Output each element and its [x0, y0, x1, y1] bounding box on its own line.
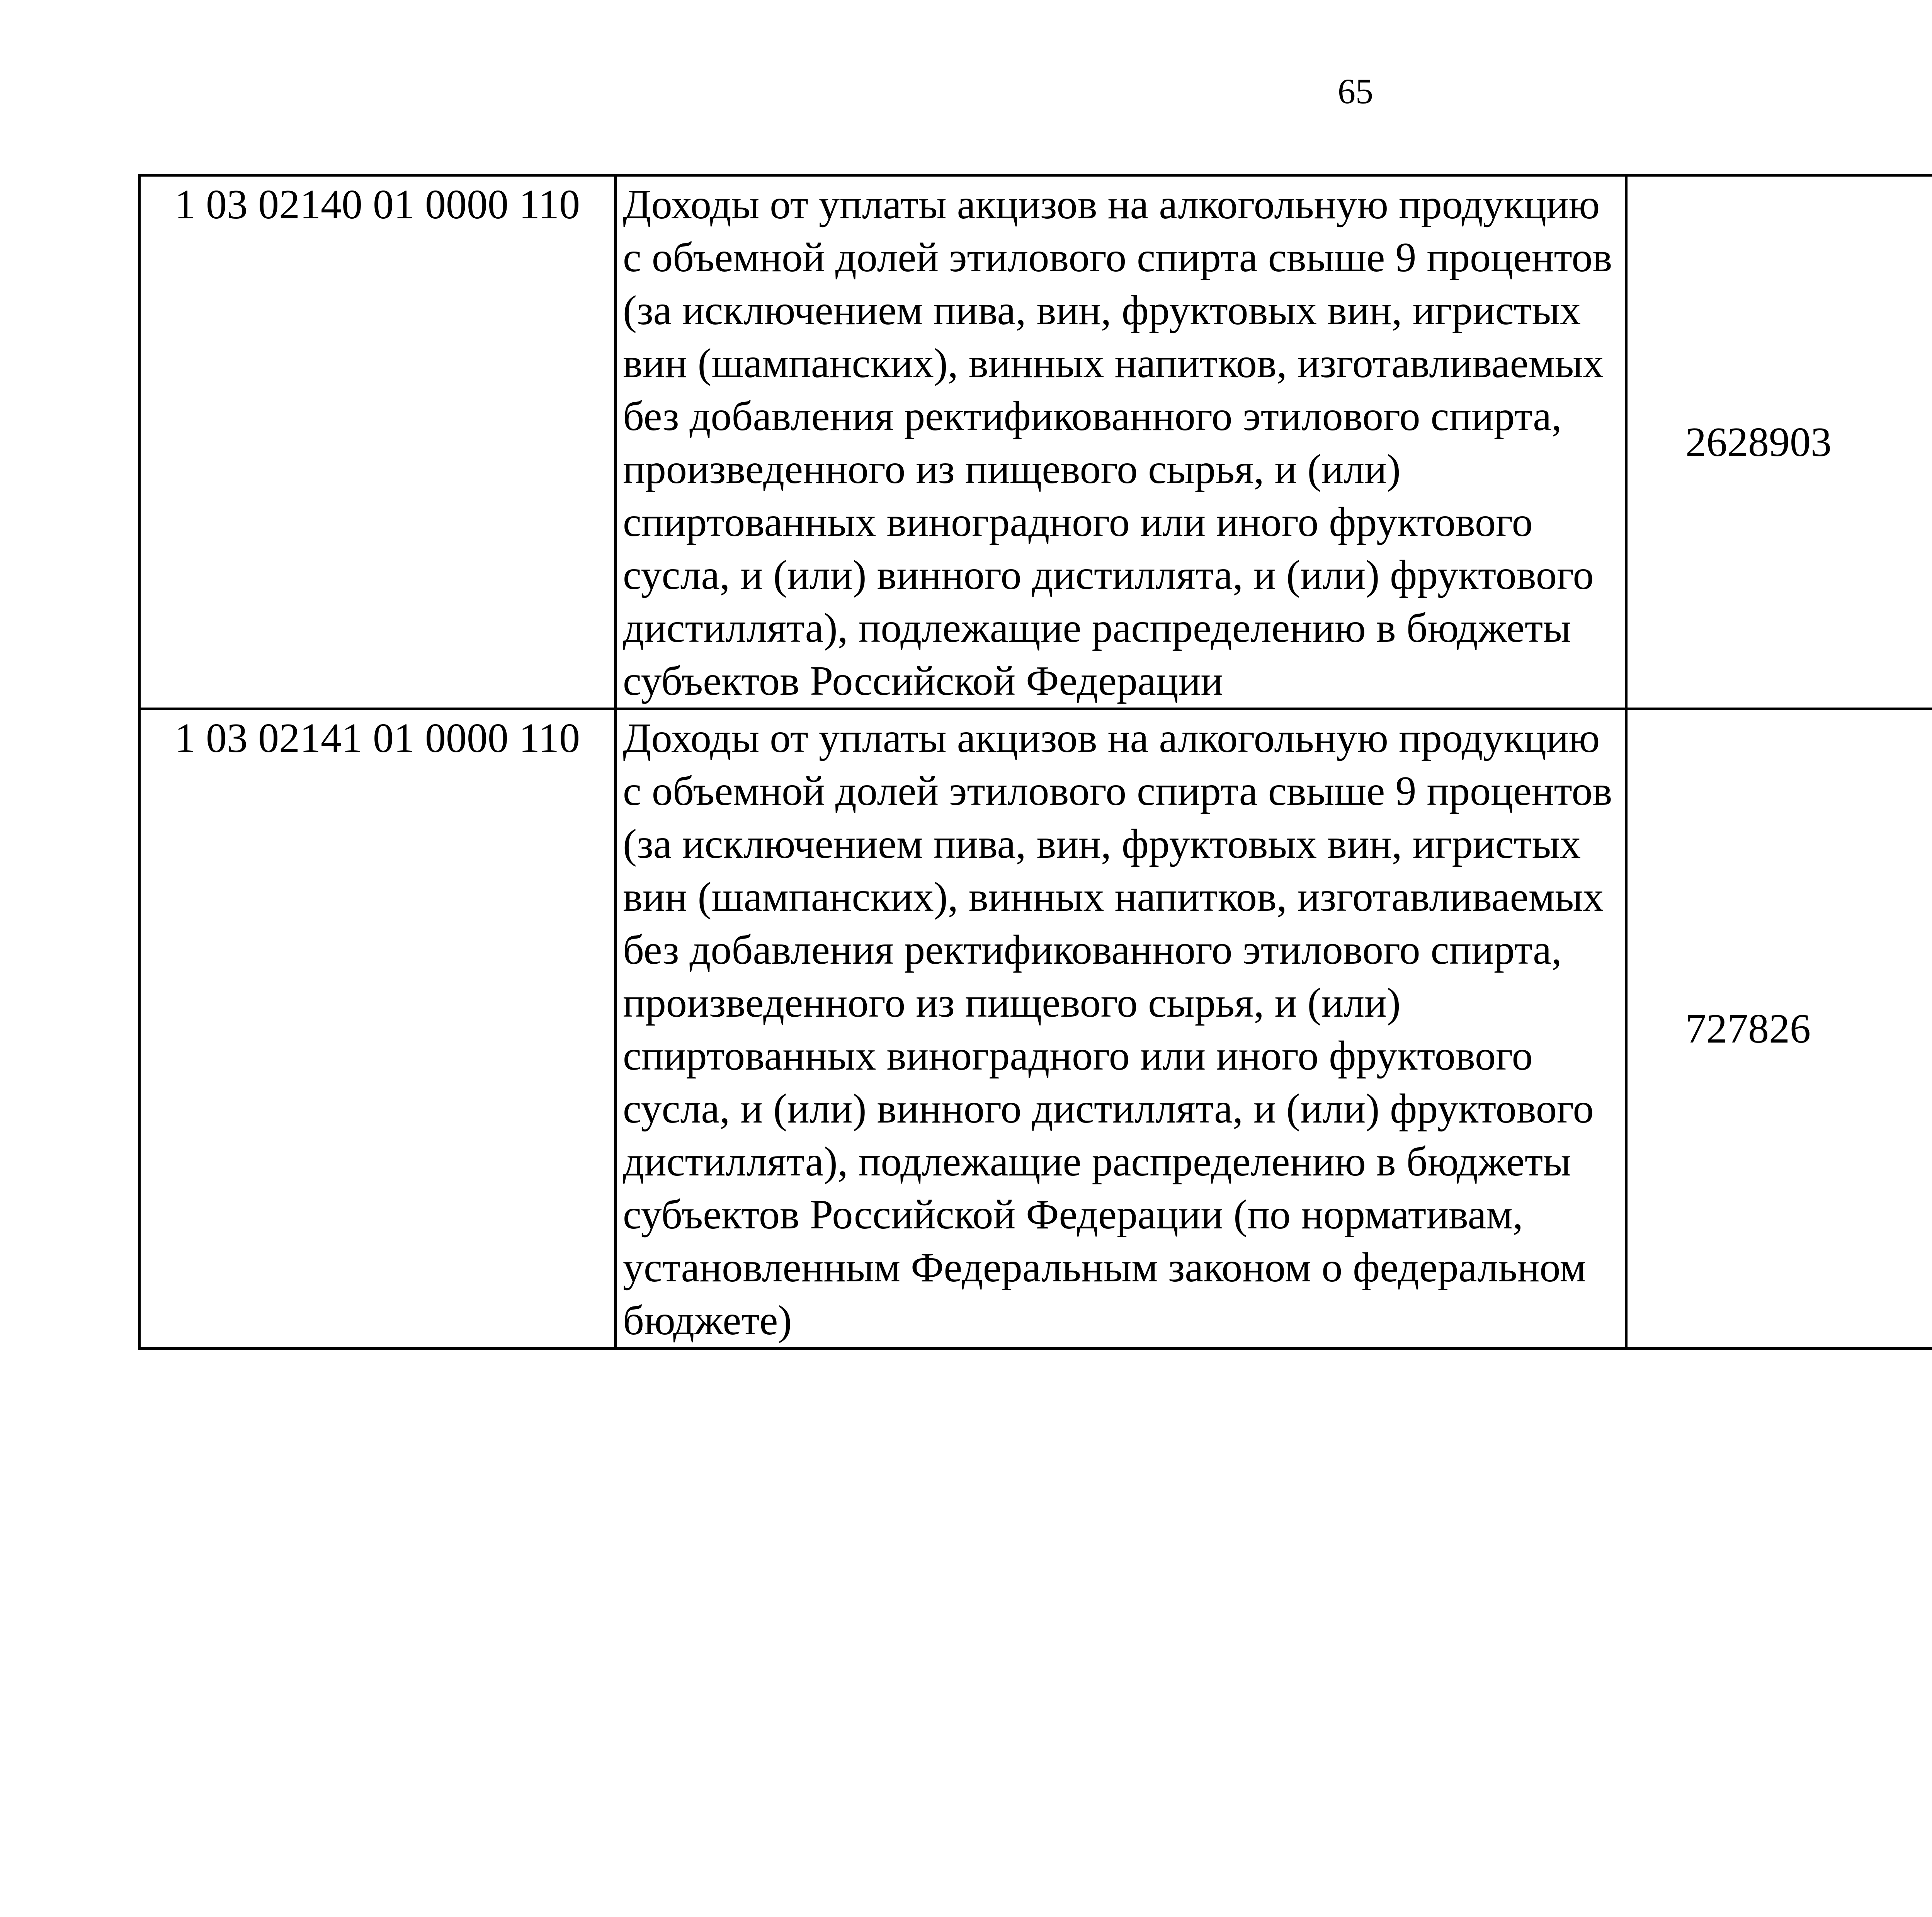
revenue-name-line: без добавления ректификованного этилового спирта, [623, 393, 1562, 439]
revenue-name-line: сусла, и (или) винного дистиллята, и (или) фруктового [623, 1086, 1594, 1132]
revenue-name-line: с объемной долей этилового спирта свыше 9 процентов [623, 235, 1612, 281]
revenue-name-line: сусла, и (или) винного дистиллята, и (или) фруктового [623, 552, 1594, 598]
budget-classification-code: 1 03 02141 01 0000 110 [139, 709, 616, 1349]
revenue-name-line: Доходы от уплаты акцизов на алкогольную продукцию [623, 715, 1600, 761]
revenue-name [616, 175, 1626, 709]
revenue-name-line: (за исключением пива, вин, фруктовых вин, игристых [623, 287, 1581, 333]
budget-revenue-table [138, 174, 1932, 1350]
revenue-name [616, 709, 1626, 1349]
revenue-name-line: вин (шампанских), винных напитков, изготавливаемых [623, 874, 1604, 920]
revenue-name-line: произведенного из пищевого сырья, и (или) [623, 446, 1401, 492]
revenue-name-line: дистиллята), подлежащие распределению в бюджеты [623, 1139, 1571, 1185]
revenue-name-line: спиртованных виноградного или иного фруктового [623, 499, 1533, 545]
revenue-name-line: с объемной долей этилового спирта свыше 9 процентов [623, 768, 1612, 814]
revenue-name-line: субъектов Российской Федерации [623, 658, 1223, 704]
revenue-name-line: субъектов Российской Федерации (по нормативам, [623, 1192, 1523, 1238]
revenue-name-line: (за исключением пива, вин, фруктовых вин, игристых [623, 821, 1581, 867]
revenue-name-line: установленным Федеральным законом о федеральном [623, 1245, 1586, 1291]
revenue-name-line: спиртованных виноградного или иного фруктового [623, 1033, 1533, 1079]
revenue-name-line: произведенного из пищевого сырья, и (или) [623, 980, 1401, 1026]
revenue-name-line: Доходы от уплаты акцизов на алкогольную продукцию [623, 182, 1600, 228]
table-row [139, 175, 1932, 709]
revenue-name-line: бюджете) [623, 1298, 792, 1344]
amount-year-1: 2628903 [1626, 175, 1932, 709]
revenue-name-line: дистиллята), подлежащие распределению в бюджеты [623, 605, 1571, 651]
page-number: 65 [1338, 71, 1373, 111]
amount-year-1: 727826 [1626, 709, 1932, 1349]
revenue-name-line: вин (шампанских), винных напитков, изготавливаемых [623, 340, 1604, 386]
revenue-name-line: без добавления ректификованного этилового спирта, [623, 927, 1562, 973]
table-row [139, 709, 1932, 1349]
budget-classification-code: 1 03 02140 01 0000 110 [139, 175, 616, 709]
